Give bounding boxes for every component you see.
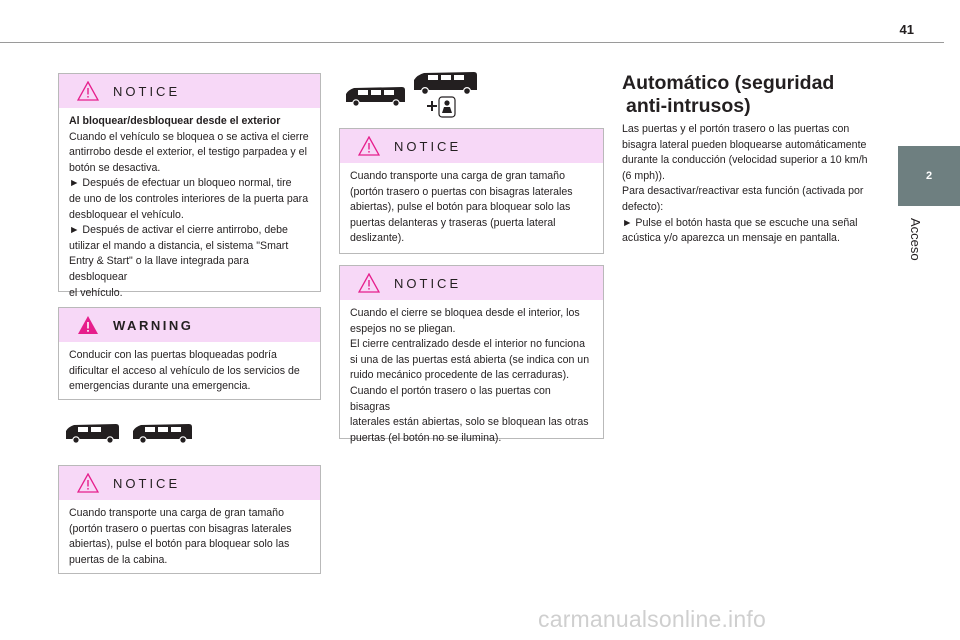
notice-subheading: Al bloquear/desbloquear desde el exterior [69,115,281,127]
warning-triangle-icon [77,81,99,101]
notice-line: de uno de los controles interiores de la puerta para [69,192,309,205]
notice-line: deslizante). [350,232,405,245]
warning-box-emergency [58,307,321,400]
notice-line: (portón trasero o puertas con bisagras laterales [69,522,292,535]
notice-line: botón se desactiva. [69,161,161,174]
notice-header [59,466,320,500]
notice-line: Entry & Start" o la llave integrada para desbloquear [69,255,249,283]
body-line: (6 mph)). [622,169,665,182]
notice-box-large-load-cabin [58,465,321,574]
notice-line: Cuando transporte una carga de gran tamaño [350,170,565,182]
plus-icon [426,100,438,112]
notice-line: Cuando el cierre se bloquea desde el interior, los [350,307,580,319]
notice-text [59,500,320,576]
notice-header [340,129,603,163]
page-number: 41 [899,22,914,37]
van-icon [62,421,122,445]
notice-header [340,266,603,300]
body-line: acústica y/o aparezca un mensaje en pantalla. [622,232,840,245]
notice-header [59,74,320,108]
section-heading-line: Automático (seguridad [622,72,835,94]
warning-line: emergencias durante una emergencia. [69,380,251,393]
notice-line: puertas delanteras y traseras (puerta lateral [350,216,556,229]
chapter-label: Acceso [908,218,923,261]
notice-title: NOTICE [394,138,462,154]
notice-line: ruido mecánico procedente de las cerraduras). [350,369,570,382]
notice-line: abiertas), pulse el botón para bloquear solo las [350,201,571,214]
warning-line: dificultar el acceso al vehículo de los servicios de [69,364,300,377]
notice-line: espejos no se pliegan. [350,322,456,335]
notice-line: el vehículo. [69,286,123,299]
notice-title: NOTICE [113,475,181,491]
notice-line: si una de las puertas está abierta (se indica con un [350,353,590,366]
body-line: durante la conducción (velocidad superior a 10 km/h [622,154,868,167]
body-line: Para desactivar/reactivar esta función (activada por [622,185,864,198]
van-icon [342,84,406,108]
warning-title: WARNING [113,317,194,333]
notice-box-interior-locking [339,265,604,444]
warning-triangle-icon [77,315,99,335]
section-body [622,122,876,247]
warning-header [59,308,320,342]
warning-triangle-icon [358,273,380,293]
body-line: defecto): [622,200,664,213]
notice-box-locking-exterior [58,73,321,299]
section-heading [622,72,882,118]
notice-line: Cuando el vehículo se bloquea o se activa el cierre [69,130,309,143]
warning-triangle-icon [77,473,99,493]
notice-title: NOTICE [113,83,181,99]
van-icon [410,70,478,96]
notice-text [340,300,603,454]
notice-line: puertas de la cabina. [69,553,168,566]
van-icon [129,421,193,445]
warning-triangle-icon [358,136,380,156]
warning-text [59,342,320,403]
notice-line: Cuando transporte una carga de gran tamaño [69,507,284,519]
notice-text [340,163,603,255]
watermark: carmanualsonline.info [538,606,766,632]
body-line: Las puertas y el portón trasero o las puertas con [622,123,850,135]
body-line: ► Pulse el botón hasta que se escuche una señal [622,216,858,229]
notice-line: El cierre centralizado desde el interior no funciona [350,338,585,351]
notice-line: antirrobo desde el exterior, el testigo parpadea y el [69,146,307,159]
notice-line: puertas (el botón no se ilumina). [350,431,502,444]
notice-title: NOTICE [394,275,462,291]
notice-line: laterales están abiertas, solo se bloquean las otras [350,416,589,429]
notice-line: (portón trasero o puertas con bisagras laterales [350,185,573,198]
chapter-tab[interactable]: 2 [898,146,960,206]
notice-line: utilizar el mando a distancia, el sistema "Smart [69,239,289,252]
notice-line: ► Después de activar el cierre antirrobo, debe [69,224,288,237]
notice-line: desbloquear el vehículo. [69,208,184,221]
body-line: bisagra lateral pueden bloquearse automáticamente [622,138,867,151]
header-rule [0,42,944,43]
section-heading-line: anti-intrusos) [626,95,751,117]
child-lock-icon [438,96,456,118]
notice-box-large-load-doors [339,128,604,254]
notice-line: abiertas), pulse el botón para bloquear solo las [69,538,290,551]
notice-line: Cuando el portón trasero o las puertas con bisagras [350,384,551,413]
warning-line: Conducir con las puertas bloqueadas podría [69,349,277,361]
notice-text [59,108,320,309]
notice-line: ► Después de efectuar un bloqueo normal, tire [69,177,292,190]
